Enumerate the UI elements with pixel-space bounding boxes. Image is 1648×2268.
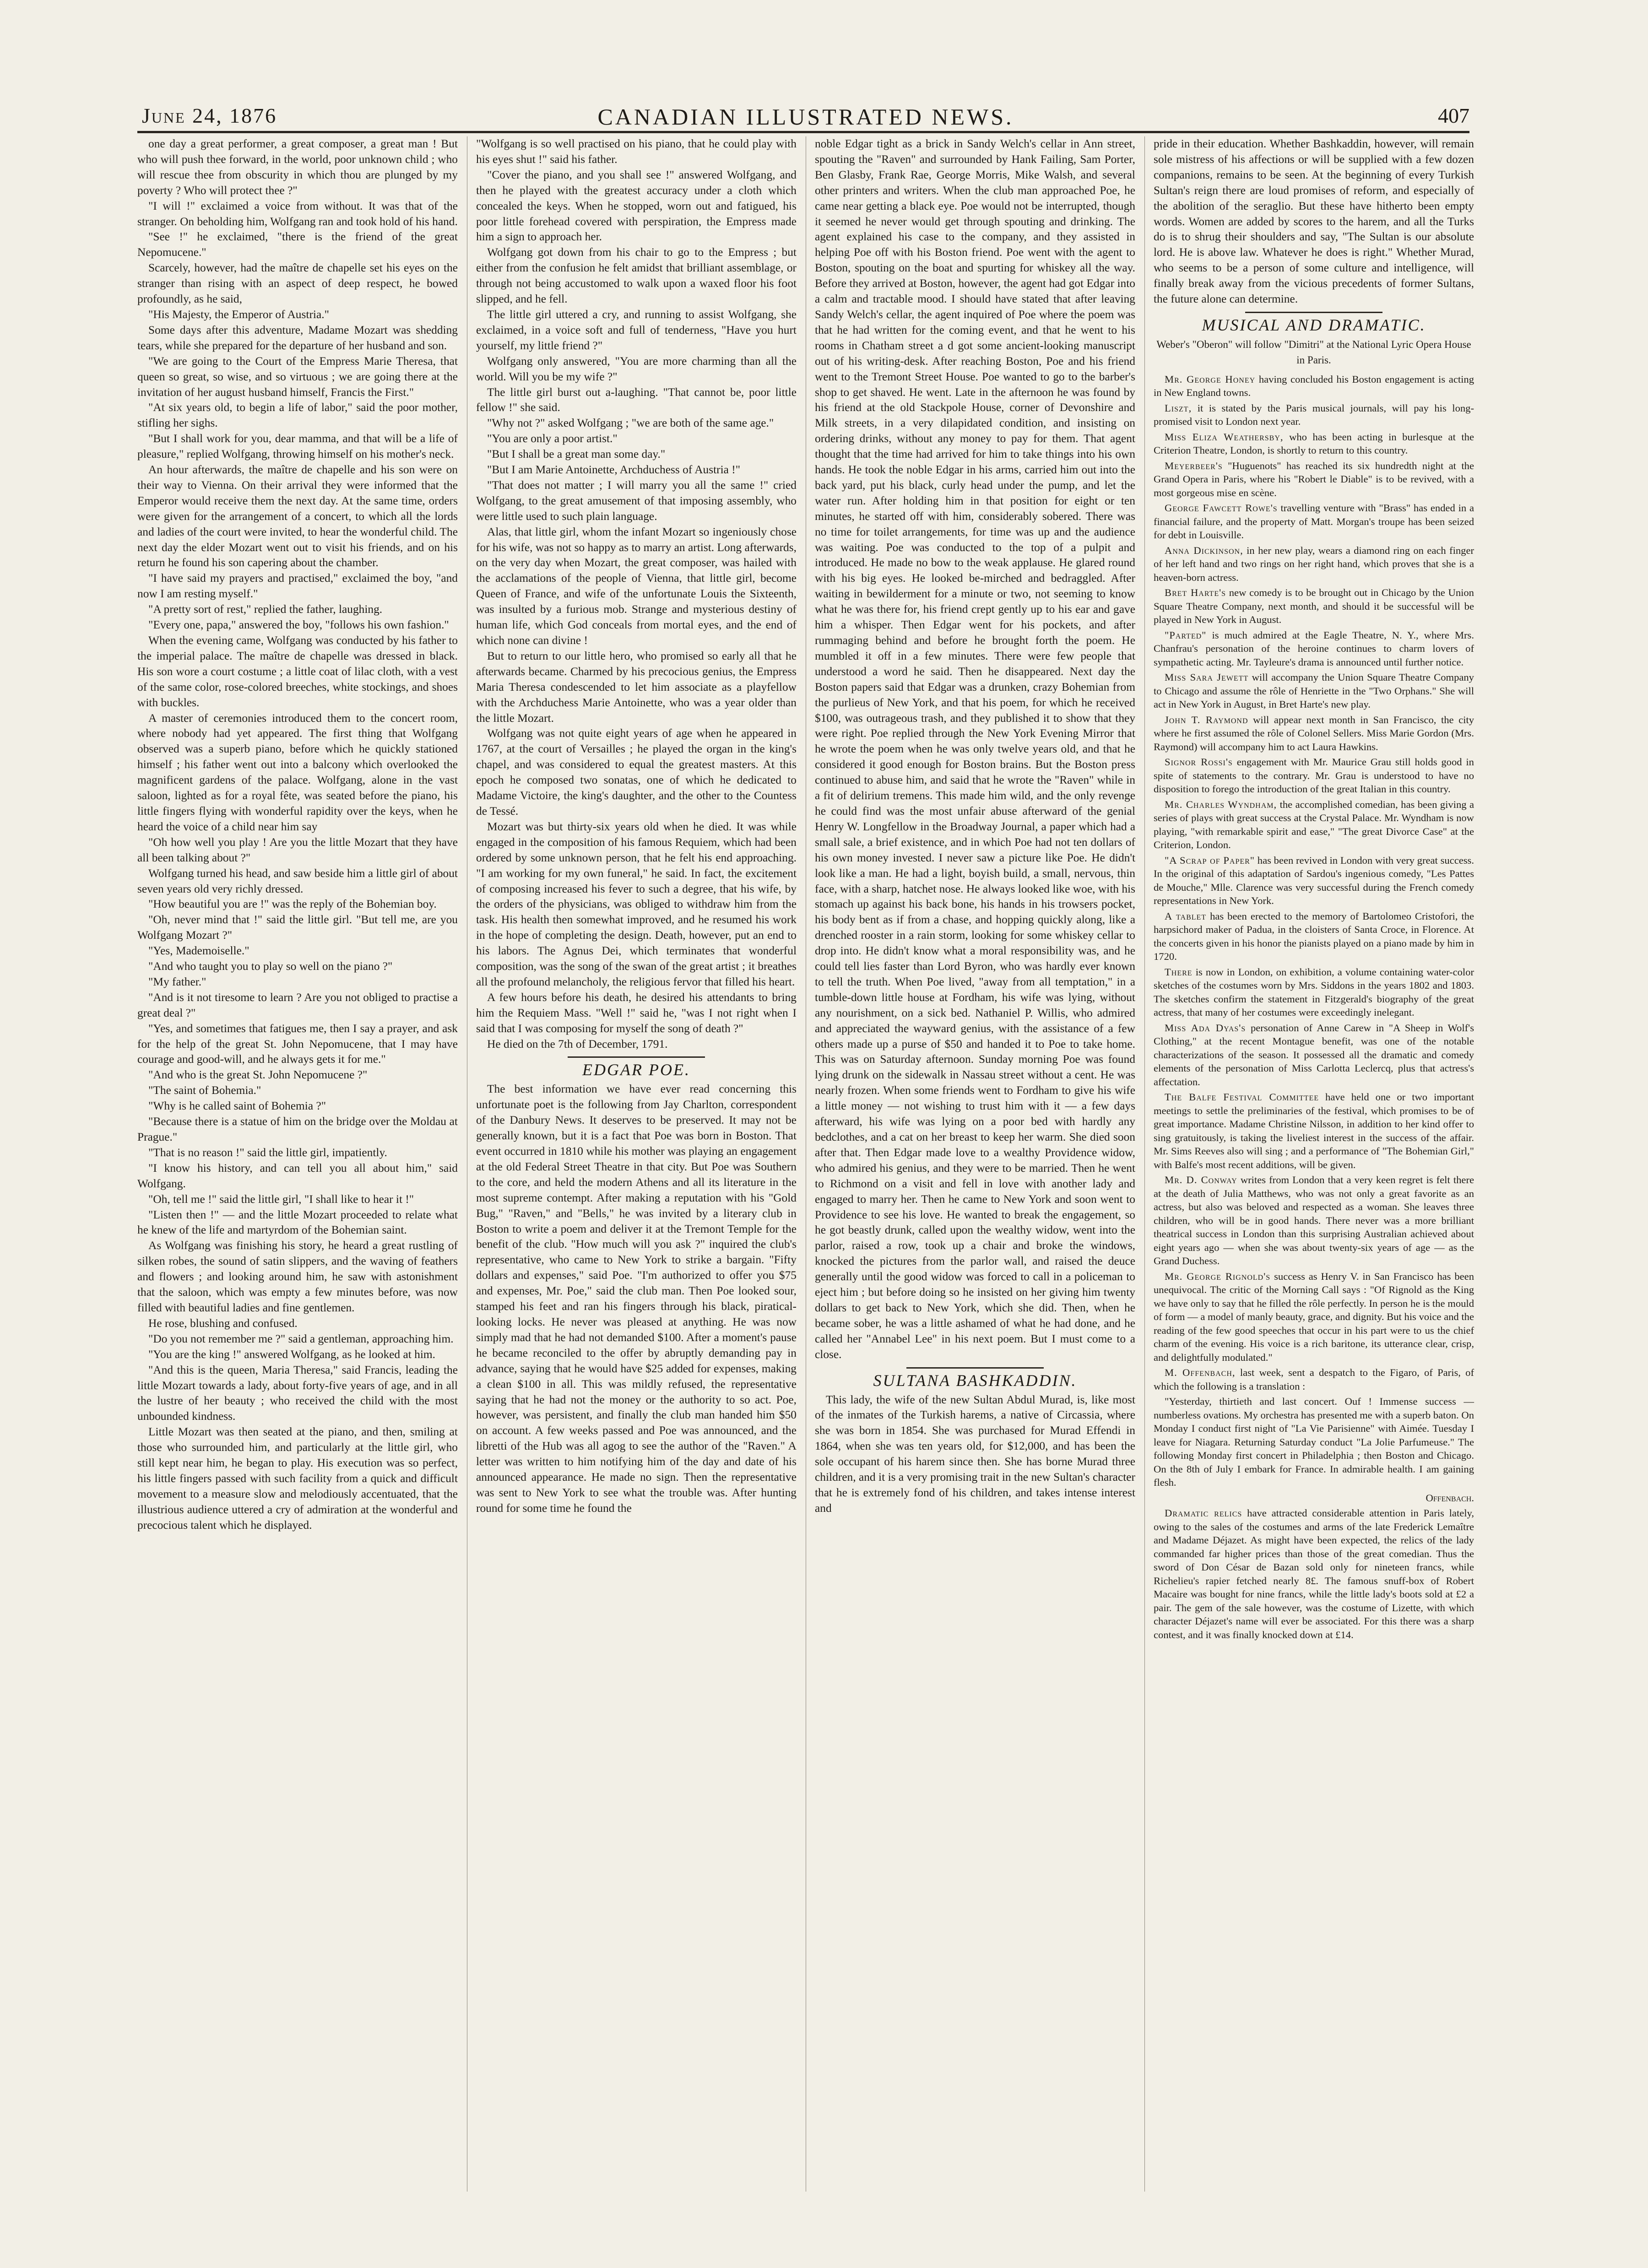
- paragraph: Some days after this adventure, Madame Mozart was shedding tears, while she prepared for the departure of her husband and son.: [137, 323, 458, 352]
- paragraph: "See !" he exclaimed, "there is the friend of the great Nepomucene.": [137, 230, 458, 259]
- news-item: [1154, 373, 1474, 400]
- paragraph: A few hours before his death, he desired his attendants to bring him the Requiem Mass. "Well !" said he, "was I not right when I said that I was composing for myself the song of death ?": [476, 991, 797, 1035]
- news-lead: Dramatic relics: [1165, 1507, 1242, 1519]
- news-lead: Miss Sara Jewett: [1165, 671, 1249, 683]
- paragraph: "Do you not remember me ?" said a gentleman, approaching him.: [148, 1332, 454, 1345]
- news-item: [1154, 1366, 1474, 1393]
- header-rule: [137, 131, 1469, 133]
- paragraph: Scarcely, however, had the maître de chapelle set his eyes on the stranger than rising with an aspect of deep respect, he bowed profoundly, as he said,: [137, 261, 458, 306]
- news-item: [1154, 854, 1474, 908]
- news-text: has been revived in London with very great success. In the original of this adaptation of Sardou's ingenious comedy, "Les Pattes de Mouche," Mlle. Clarence was very successful during the French comedy representations in New York.: [1154, 854, 1474, 907]
- paragraph: "Oh, tell me !" said the little girl, "I shall like to hear it !": [148, 1192, 414, 1206]
- paragraph: "And is it not tiresome to learn ? Are you not obliged to practise a great deal ?": [137, 991, 458, 1019]
- news-lead: Liszt,: [1165, 402, 1192, 414]
- paragraph: "Yes, and sometimes that fatigues me, then I say a prayer, and ask for the help of the great St. John Nepomucene, that I may have courage and good-will, and he always gets it for me.": [137, 1022, 458, 1066]
- news-text: is much admired at the Eagle Theatre, N. Y., where Mrs. Chanfrau's personation of the heroine continues to charm lovers of sympathetic acting. Mr. Tayleure's drama is announced until further notice.: [1154, 629, 1474, 668]
- news-text: is now in London, on exhibition, a volume containing water-color sketches of the costumes worn by Mrs. Siddons in the years 1802 and 1803. The sketches confirm the statement in Fitzgerald's biography of the great actress, that many of her costumes were exceedingly inelegant.: [1154, 966, 1474, 1018]
- news-lead: Mr. Charles Wyndham,: [1165, 798, 1277, 810]
- section-heading: SULTANA BASHKADDIN.: [873, 1371, 1077, 1390]
- news-item: [1154, 544, 1474, 585]
- paragraph: He died on the 7th of December, 1791.: [487, 1037, 668, 1050]
- paragraph: "But I am Marie Antoinette, Archduchess of Austria !": [487, 463, 741, 476]
- paragraph: "His Majesty, the Emperor of Austria.": [148, 308, 329, 321]
- news-text: in her new play, wears a diamond ring on each finger of her left hand and two rings on her right hand, which proves that she is a heaven-born actress.: [1154, 544, 1475, 583]
- news-lead: There: [1165, 966, 1193, 978]
- paragraph: "Wolfgang is so well practised on his piano, that he could play with his eyes shut !" said his father.: [476, 137, 797, 166]
- issue-date: June 24, 1876: [142, 104, 277, 127]
- paragraph: Wolfgang only answered, "You are more charming than all the world. Will you be my wife ?": [476, 354, 797, 383]
- news-item: [1154, 671, 1474, 711]
- column-divider: [1144, 136, 1145, 2192]
- paragraph: "You are only a poor artist.": [487, 432, 618, 445]
- column-4: [1154, 136, 1474, 1643]
- news-text: Offenbach.: [1426, 1492, 1474, 1504]
- column-2: [476, 136, 797, 1516]
- paragraph: "Oh how well you play ! Are you the little Mozart that they have all been talking about ?": [137, 835, 458, 864]
- paragraph: "The saint of Bohemia.": [148, 1084, 261, 1097]
- news-item: [1154, 1021, 1474, 1089]
- news-lead: M. Offenbach,: [1165, 1367, 1236, 1379]
- paragraph: "Every one, papa," answered the boy, "follows his own fashion.": [148, 618, 449, 632]
- paragraph: Mozart was but thirty-six years old when he died. It was while engaged in the composition of his famous Requiem, which had been ordered by some unknown person, that he felt his end approaching. "I am working for my own funeral," he said. In fact, the excitement of composing increased his fever to such a degree, that his wife, by the orders of the physicians, was obliged to withdraw him from the task. His health then somewhat improved, and he resumed his work in the hope of completing the design. Death, however, put an end to his labors. The Agnus Dei, which terminates that wonderful composition, was the song of the swan of the great artist ; it breathes all the profound melancholy, the religious fervor that filled his heart.: [476, 820, 797, 988]
- news-item: [1154, 909, 1474, 963]
- paragraph: "Oh, never mind that !" said the little girl. "But tell me, are you Wolfgang Mozart ?": [137, 913, 458, 942]
- news-item: [1154, 965, 1474, 1019]
- news-lead: Anna Dickinson,: [1165, 544, 1243, 556]
- section-heading: EDGAR POE.: [582, 1061, 690, 1079]
- news-item: [1154, 459, 1474, 500]
- paragraph: "Because there is a statue of him on the bridge over the Moldau at Prague.": [137, 1115, 458, 1143]
- news-item: [1154, 1395, 1474, 1489]
- section-divider: [568, 1056, 705, 1058]
- news-items: [1154, 373, 1474, 1642]
- news-text: "Huguenots" has reached its six hundredth night at the Grand Opera in Paris, where his "Robert le Diable" is to be revived, with a most gorgeous mise en scène.: [1154, 460, 1474, 498]
- news-item: [1154, 1270, 1474, 1364]
- paragraph: The best information we have ever read concerning this unfortunate poet is the following from Jay Charlton, correspondent of the Danbury News. It deserves to be preserved. It may not be generally known, but it is a fact that Poe was born in Boston. That event occurred in 1810 while his mother was playing an engagement at the old Federal Street Theatre in that city. But Poe was Southern to the core, and held the modern Athens and all its literature in the most supreme contempt. After making a reputation with his "Gold Bug," "Raven," and "Bells," he was invited by a literary club in Boston to write a poem and deliver it at the Tremont Temple for the benefit of the club. "How much will you ask ?" inquired the club's representative, who came to New York to strike a bargain. "Fifty dollars and expenses," said Poe. "I'm authorized to offer you $75 and expenses, Mr. Poe," said the club man. Then Poe looked sour, stamped his feet and ran his fingers through his black, piratical-looking locks. He never was pleased at anything. He was now simply mad that he had not demanded $100. After a moment's pause he became reconciled to the offer by abruptly demanding pay in advance, saying that he would have $25 added for expenses, making a clean $100 in all. This was mildly refused, the representative saying that he had not the money or the authority to so act. Poe, however, was persistent, and finally the club man handed him $50 on account. A few weeks passed and Poe was announced, and the libretti of the Hub was all agog to see the author of the "Raven." A letter was written to him notifying him of the day and date of his announced appearance. He made no sign. Then the representative was sent to New York to see what the trouble was. After hunting round for some time he found the: [476, 1083, 797, 1515]
- paragraph: "Cover the piano, and you shall see !" answered Wolfgang, and then he played with the greatest accuracy under a cloth which concealed the keys. When he stopped, worn out and fatigued, his poor little forehead covered with perspiration, the Empress made him a sign to approach her.: [476, 168, 797, 244]
- news-item: [1154, 1491, 1474, 1505]
- page-number: 407: [1438, 104, 1469, 127]
- news-lead: Signor Rossi's: [1165, 756, 1233, 768]
- paragraph: "I have said my prayers and practised," exclaimed the boy, "and now I am resting myself.": [137, 572, 458, 601]
- paragraph: Little Mozart was then seated at the piano, and then, smiling at those who surrounded him, and particularly at the little girl, who still kept near him, he began to play. His execution was so perfect, his little fingers passed with such facility from a quick and difficult movement to a measure slow and melodiously accentuated, that the illustrious audience uttered a cry of admiration at the wonderful and precocious talent which he displayed.: [137, 1425, 458, 1532]
- news-text: who has been acting in burlesque at the Criterion Theatre, London, is shortly to return to this country.: [1154, 431, 1474, 456]
- paragraph: The little girl burst out a-laughing. "That cannot be, poor little fellow !" she said.: [476, 385, 797, 414]
- paragraph: "That is no reason !" said the little girl, impatiently.: [148, 1146, 387, 1159]
- news-item: [1154, 1173, 1474, 1268]
- paragraph: "Why not ?" asked Wolfgang ; "we are both of the same age.": [487, 417, 774, 430]
- news-lead: Mr. George Rignold's: [1165, 1270, 1271, 1282]
- paragraph: "And who is the great St. John Nepomucene ?": [148, 1068, 368, 1082]
- paragraph: An hour afterwards, the maître de chapelle and his son were on their way to Vienna. On their arrival they were informed that the Emperor would receive them the next day. At the same time, orders were given for the arrangement of a concert, to which all the lords and ladies of the court were invited, to hear the wonderful child. The next day the elder Mozart went out to visit his friends, and on his return he found his son capering about the chamber.: [137, 463, 458, 569]
- paragraph: When the evening came, Wolfgang was conducted by his father to the imperial palace. The maître de chapelle was dressed in black. His son wore a court costume ; a little coat of lilac cloth, with a vest of the same color, rose-colored breeches, white stockings, and shoes with buckles.: [137, 634, 458, 709]
- news-item: [1154, 713, 1474, 754]
- paragraph: He rose, blushing and confused.: [148, 1316, 298, 1330]
- paragraph: But to return to our little hero, who promised so early all that he afterwards became. Charmed by his precocious genius, the Empress Maria Theresa condescended to let him associate as a playfellow with the Archduchess Marie Antoinette, who was a year older than the little Mozart.: [476, 649, 797, 725]
- paragraph: "A pretty sort of rest," replied the father, laughing.: [148, 603, 383, 616]
- news-text: last week, sent a despatch to the Figaro, of Paris, of which the following is a translation :: [1154, 1367, 1475, 1392]
- news-lead: George Fawcett Rowe's: [1165, 502, 1278, 514]
- masthead-title: CANADIAN ILLUSTRATED NEWS.: [597, 104, 1014, 130]
- paragraph: As Wolfgang was finishing his story, he heard a great rustling of silken robes, the sound of satin slippers, and the waving of feathers and flowers ; and looking around him, he saw with astonishment that the saloon, which was empty a few minutes before, was now filled with beautiful ladies and fine gentlemen.: [137, 1239, 458, 1314]
- paragraph: "And who taught you to play so well on the piano ?": [148, 960, 393, 973]
- news-lead: "A Scrap of Paper": [1165, 854, 1255, 866]
- paragraph: "I will !" exclaimed a voice from without. It was that of the stranger. On beholding him, Wolfgang ran and took hold of his hand.: [137, 199, 458, 228]
- news-text: has been erected to the memory of Bartolomeo Cristofori, the harpsichord maker of Padua, in the cloisters of Santa Croce, in Florence. At the concerts given in his honor the pianists played on a piano made by him in 1720.: [1154, 910, 1474, 963]
- news-item: [1154, 798, 1474, 852]
- paragraph: Wolfgang got down from his chair to go to the Empress ; but either from the confusion he felt amidst that brilliant assemblage, or through not being accustomed to walk upon a waxed floor his foot slipped, and he fell.: [476, 246, 797, 306]
- paragraph: "At six years old, to begin a life of labor," said the poor mother, stifling her sighs.: [137, 401, 458, 430]
- paragraph: one day a great performer, a great composer, a great man ! But who will push thee forward, in the world, poor unknown child ; who will rescue thee from obscurity in which thou are plunged by my poverty ? Who will protect thee ?": [137, 137, 458, 197]
- news-text: personation of Anne Carew in "A Sheep in Wolf's Clothing," at the recent Montague benefit, was one of the notable characterizations of the season. It possessed all the dramatic and comedy elements of the personation of Miss Carlotta Leclercq, plus that actress's affectation.: [1154, 1022, 1474, 1088]
- news-lead: Bret Harte's: [1165, 587, 1226, 599]
- paragraph: "You are the king !" answered Wolfgang, as he looked at him.: [148, 1348, 435, 1361]
- news-text: it is stated by the Paris musical journals, will pay his long-promised visit to London next year.: [1154, 402, 1474, 428]
- column-1: [137, 136, 458, 1533]
- news-text: will accompany the Union Square Theatre Company to Chicago and assume the rôle of Henriette in the "Two Orphans." She will act in New York in August, in Bret Harte's new play.: [1154, 671, 1474, 710]
- news-item: [1154, 1506, 1474, 1641]
- news-text: travelling venture with "Brass" has ended in a financial failure, and the property of Matt. Morgan's troupe has been seized for debt in Louisville.: [1154, 502, 1474, 541]
- news-text: having concluded his Boston engagement is acting in New England towns.: [1154, 373, 1474, 399]
- paragraph: "But I shall be a great man some day.": [487, 448, 666, 461]
- news-text: writes from London that a very keen regret is felt there at the death of Julia Matthews, who was not only a great favorite as an actress, but also was beloved and respected as a woman. She leaves three children, who will be in good hands. There never was a more brilliant theatrical success in London than this surprising Australian achieved about eight years ago — when she was about twenty-six years of age — as the Grand Duchess.: [1154, 1174, 1474, 1267]
- news-item: [1154, 430, 1474, 457]
- news-item: [1154, 586, 1474, 627]
- column-3: [815, 136, 1135, 1516]
- section-heading: MUSICAL AND DRAMATIC.: [1202, 315, 1426, 334]
- section-subtitle: Weber's "Oberon" will follow "Dimitri" at the National Lyric Opera House in Paris.: [1156, 338, 1471, 366]
- news-lead: "Parted": [1165, 629, 1207, 641]
- paragraph: Wolfgang was not quite eight years of age when he appeared in 1767, at the court of Versailles ; he played the organ in the king's chapel, and was considered to equal the greatest masters. At this epoch he composed two sonatas, one of which he dedicated to Madame Victoire, the king's daughter, and the other to the Countess de Tessé.: [476, 727, 797, 817]
- paragraph: "I know his history, and can tell you all about him," said Wolfgang.: [137, 1161, 458, 1190]
- paragraph: "My father.": [148, 975, 206, 988]
- news-lead: Meyerbeer's: [1165, 460, 1223, 471]
- news-text: have held one or two important meetings to settle the preliminaries of the festival, which promises to be of great importance. Madame Christine Nilsson, in addition to her kind offer to sing gratuitously, is taking the liveliest interest in the success of the affair. Mr. Sims Reeves also will sing ; and a performance of "The Bohemian Girl," with Balfe's most recent additions, will be given.: [1154, 1091, 1474, 1170]
- news-lead: Miss Eliza Weathersby,: [1165, 431, 1284, 443]
- paragraph: Alas, that little girl, whom the infant Mozart so ingeniously chose for his wife, was not so happy as to marry an artist. Long afterwards, on the very day when Mozart, the great composer, was hailed with the acclamations of the people of Vienna, that little girl, become Queen of France, and wife of the unfortunate Louis the Sixteenth, was insulted by a furious mob. Strange and mysterious destiny of human life, which God conceals from mortal eyes, and the end of which none can divine !: [476, 525, 797, 647]
- paragraph: "That does not matter ; I will marry you all the same !" cried Wolfgang, to the great amusement of that imposing assembly, who were little used to such plain language.: [476, 478, 797, 523]
- news-text: have attracted considerable attention in Paris lately, owing to the sales of the costumes and arms of the late Frederick Lemaître and Madame Déjazet. As might have been expected, the relics of the lady commanded far higher prices than those of the great comedian. Thus the sword of Don César de Bazan sold only for nineteen francs, while Richelieu's rapier fetched nearly 8£. The famous snuff-box of Robert Macaire was bought for nine francs, while the little lady's boots sold at £2 a pair. The gem of the sale however, was the costume of Lizette, with which character Déjazet's name will ever be associated. For this there was a sharp contest, and it was finally knocked down at £14.: [1154, 1507, 1475, 1640]
- section-divider: [1245, 312, 1382, 313]
- news-item: [1154, 755, 1474, 796]
- news-lead: Miss Ada Dyas's: [1165, 1022, 1246, 1034]
- news-text: the accomplished comedian, has been giving a series of plays with great success at the Crystal Palace. Mr. Wyndham is now playing, "with remarkable spirit and ease," "The great Divorce Case" at the Criterion, London.: [1154, 798, 1474, 851]
- news-lead: John T. Raymond: [1165, 714, 1248, 725]
- paragraph: This lady, the wife of the new Sultan Abdul Murad, is, like most of the inmates of the Turkish harems, a native of Circassia, where she was born in 1854. She was purchased for Murad Effendi in 1864, when she was ten years old, for $12,000, and has been the sole occupant of his harem since then. She has borne Murad three children, and it is a very promising trait in the new Sultan's character that he is extremely fond of his children, and takes intense interest and: [815, 1393, 1135, 1515]
- paragraph: Wolfgang turned his head, and saw beside him a little girl of about seven years old very richly dressed.: [137, 866, 458, 895]
- paragraph: pride in their education. Whether Bashkaddin, however, will remain sole mistress of his affections or will be supplied with a few dozen companions, remains to be seen. At the beginning of every Turkish Sultan's reign there are loud promises of reform, and especially of the abolition of the seraglio. But these have hitherto been empty words. Women are added by scores to the harem, and all the Turks do is to shrug their shoulders and say, "The Sultan is our absolute lord. He is above law. Whatever he does is right." Whether Murad, who seems to be a person of some culture and intelligence, will finally break away from the vicious precedents of former Sultans, the future alone can determine.: [1154, 137, 1474, 306]
- paragraph: The little girl uttered a cry, and running to assist Wolfgang, she exclaimed, in a voice soft and full of tenderness, "Have you hurt yourself, my little friend ?": [476, 308, 797, 352]
- paragraph: "But I shall work for you, dear mamma, and that will be a life of pleasure," replied Wolfgang, throwing himself on his mother's neck.: [137, 432, 458, 461]
- news-item: [1154, 501, 1474, 542]
- paragraph: "And this is the queen, Maria Theresa," said Francis, leading the little Mozart towards a lady, about forty-five years of age, and in all the lustre of her beauty ; who received the child with the most unbounded kindness.: [137, 1363, 458, 1423]
- news-lead: A tablet: [1165, 910, 1207, 922]
- paragraph: A master of ceremonies introduced them to the concert room, where nobody had yet appeared. The first thing that Wolfgang observed was a superb piano, before which he quickly stationed himself ; his father went out into a balcony which overlooked the magnificent gardens of the palace. Wolfgang, alone in the vast saloon, lighted as for a royal fête, was seated before the piano, his little fingers flying with wonderful rapidity over the keys, when he heard the voice of a child near him say: [137, 711, 458, 833]
- news-lead: Mr. D. Conway: [1165, 1174, 1237, 1186]
- paragraph: "How beautiful you are !" was the reply of the Bohemian boy.: [148, 898, 437, 911]
- paragraph: "Yes, Mademoiselle.": [148, 944, 249, 958]
- news-text: engagement with Mr. Maurice Grau still holds good in spite of statements to the contrary. Mr. Grau is understood to have no disposition to forego the introduction of the great Italian in this country.: [1154, 756, 1474, 795]
- paragraph: noble Edgar tight as a brick in Sandy Welch's cellar in Ann street, spouting the "Raven" and surrounded by Hank Failing, Sam Porter, Ben Glasby, Frank Rae, George Morris, Mike Walsh, and several other printers and writers. When the club man approached Poe, he came near getting a black eye. Poe would not be interrupted, though it seemed he never would get through spouting and drinking. The agent explained his case to the company, and they assisted in helping Poe off with his Boston friend. Poe went with the agent to Boston, spouting on the boat and spurting for whiskey all the way. Before they arrived at Boston, however, the agent had got Edgar into a calm and tractable mood. I should have stated that after leaving Sandy Welch's cellar, the agent inquired of Poe where the poem was that he had written for the coming event, and that he went to his rooms in Chatham street a d got some ancient-looking manuscript out of his writing-desk. After reaching Boston, Poe and his friend went to the Tremont Street House. Poe wanted to go to the barber's shop to get shaved. He went. Late in the afternoon he was found by his friend at the old Stackpole House, corner of Devonshire and Milk streets, in a very dilapidated condition, and insisting on ordering drinks, without any money to pay for them. That agent thought that the time had arrived for him to take things into his own hands. He took the noble Edgar in his arms, carried him out into the back yard, put his black, curly head under the pump, and let the water run. After holding him in that position for eight or ten minutes, he started off with him, considerably sobered. There was no time for toilet arrangements, for time was up and the audience was waiting. Poe was conducted to the top of a pulpit and introduced. He made no bow to the weak applause. He glared round with his big eyes. He looked be-mirched and bedraggled. After waiting in bewilderment for a minute or two, not seeming to know what he was there for, his friend crept gently up to his ear and gave him a whisper. Then Edgar went for his pockets, and after rummaging behind and before he brought forth the poem. He mumbled it off in a few minutes. There were few people that understood a word he said. Then he disappeared. Next day the Boston papers said that Edgar was a drunken, crazy Bohemian from the purlieus of New York, and that his poem, for which he received $100, was outrageous trash, and they published it to show that they were right. Poe replied through the New York Evening Mirror that he wrote the poem when he was only twelve years old, and that he considered it good enough for Boston brains. But the Boston press continued to abuse him, and said that he wrote the "Raven" while in a fit of delirium tremens. This made him wild, and the only revenge he could find was the most unfair abuse afterward of the genial Henry W. Longfellow in the Broadway Journal, a paper which had a small sale, a brief existence, and in which Poe had not ten dollars of his own money invested. I never saw a picture like Poe. He didn't look like a man. He had a light, boyish build, a small, nervous, thin face, with a sharp, hatchet nose. He always looked like woe, with his stomach up against his back bone, his hands in his trowsers pocket, his body bent as if from a chase, and hopping quickly along, like a drenched rooster in a rain storm, looking for some whiskey cellar to drop into. He didn't know what a moral responsibility was, and he could tell lies faster than Lord Byron, who was hardly ever known to tell the truth. When Poe lived, "away from all temptation," in a tumble-down little house at Fordham, his wife was lying, without any nourishment, on a sick bed. Nathaniel P. Willis, who admired and appreciated the wayward genius, with the assistance of a few others made up a purse of $50 and handed it to Poe to take home. This was on Saturday afternoon. Sunday morning Poe was found lying drunk on the sidewalk in Nassau street without a cent. He was nearly frozen. When some friends went to Fordham to give his wife a little money — not wishing to trust him with it — a few days afterward, his wife was lying on a poor bed with hardly any bedclothes, and a cat on her breast to keep her warm. She died soon after that. Then Edgar made love to a wealthy Providence widow, who admired his genius, and they were to be married. Then he went to Richmond on a visit and fell in love with another lady and engaged to marry her. Then he came to New York and soon went to Providence to see his love. He wanted to break the engagement, so he got beastly drunk, called upon the wealthy widow, went into the parlor, raised a row, took up a chair and broke the windows, knocked the pictures from the parlor wall, and raised the deuce generally until the good widow was forced to call in a policeman to eject him ; but before doing so he insisted on her giving him twenty dollars to get back to New York, which she did. Then, when he became sober, he was a little ashamed of what he had done, and he called her "Annabel Lee" in his next poem. But I must come to a close.: [815, 137, 1135, 1361]
- news-text: "Yesterday, thirtieth and last concert. Ouf ! Immense success — numberless ovations. My orchestra has presented me with a superb baton. On Monday I conduct first night of "La Vie Parisienne" with Aimée. Tuesday I leave for Niagara. Returning Saturday conduct "La Jolie Parfumeuse." The following Monday first concert in Philadelphia ; then Boston and Chicago. On the 8th of July I embark for France. In admirable health. I am gaining flesh.: [1154, 1396, 1474, 1489]
- news-text: will appear next month in San Francisco, the city where he first assumed the rôle of Colonel Sellers. Miss Marie Gordon (Mrs. Raymond) will accompany him to act Laura Hawkins.: [1154, 714, 1474, 752]
- news-text: new comedy is to be brought out in Chicago by the Union Square Theatre Company, next month, and should it be successful will be played in New York in August.: [1154, 587, 1474, 626]
- news-item: [1154, 1090, 1474, 1171]
- paragraph: "We are going to the Court of the Empress Marie Theresa, that queen so great, so wise, and so virtuous ; we are going there at the invitation of her august husband himself, Francis the First.": [137, 354, 458, 399]
- news-lead: The Balfe Festival Committee: [1165, 1091, 1319, 1103]
- news-text: success as Henry V. in San Francisco has been unequivocal. The critic of the Morning Call says : "Of Rignold as the King we have only to say that he filled the rôle perfectly. In person he is the mould of form — a model of manly beauty, grace, and dignity. But his voice and the reading of the few good speeches that occur in his part were to us the chief charm of the evening. His voice is a rich baritone, its utterance clear, crisp, and delightfully modulated.": [1154, 1270, 1474, 1363]
- news-item: [1154, 628, 1474, 669]
- paragraph: "Listen then !" — and the little Mozart proceeded to relate what he knew of the life and martyrdom of the Bohemian saint.: [137, 1208, 458, 1237]
- paragraph: "Why is he called saint of Bohemia ?": [148, 1099, 326, 1113]
- section-divider: [906, 1367, 1044, 1369]
- news-item: [1154, 401, 1474, 428]
- news-lead: Mr. George Honey: [1165, 373, 1256, 385]
